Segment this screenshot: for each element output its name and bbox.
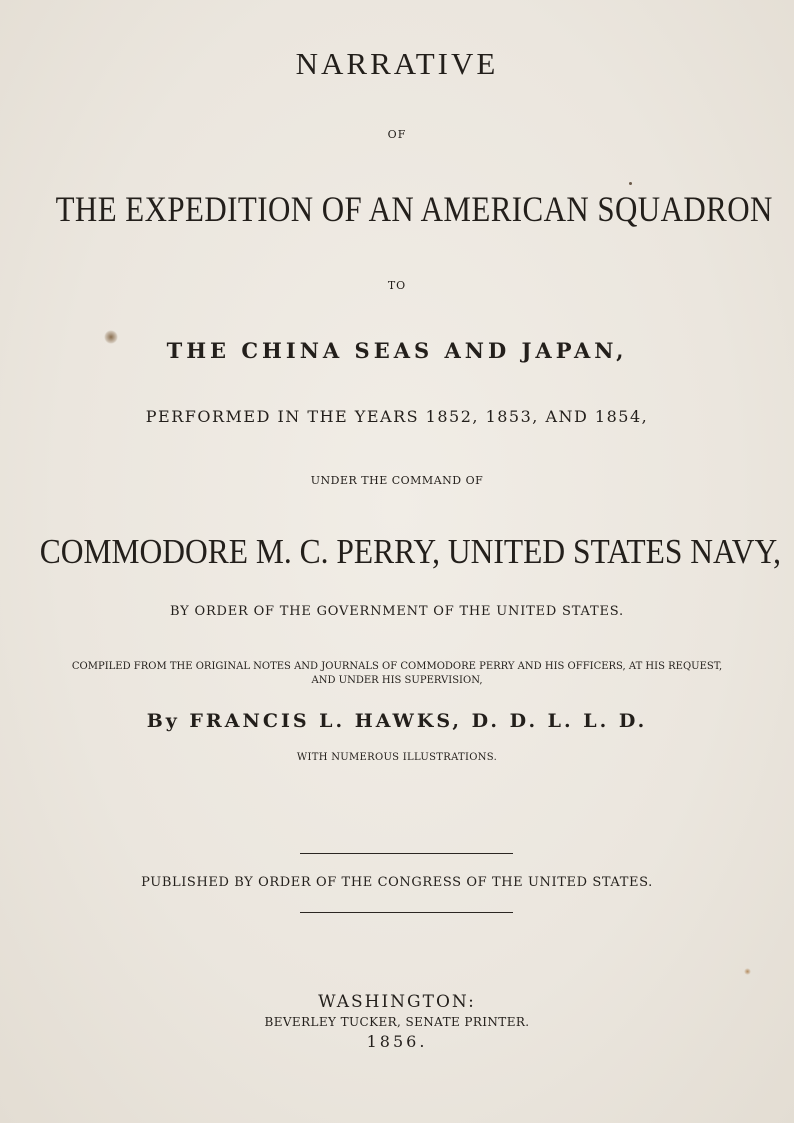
- title-expedition: THE EXPEDITION OF AN AMERICAN SQUADRON: [55, 189, 773, 229]
- illustrations-note: WITH NUMEROUS ILLUSTRATIONS.: [296, 752, 498, 763]
- connector-of: OF: [387, 128, 407, 141]
- author-line: By FRANCIS L. HAWKS, D. D. L. L. D.: [146, 710, 648, 732]
- commander-line: COMMODORE M. C. PERRY, UNITED STATES NAVY,: [39, 532, 782, 571]
- imprint-year: 1856.: [366, 1032, 428, 1051]
- compiled-note: COMPILED FROM THE ORIGINAL NOTES AND JOURNALS OF COMMODORE PERRY AND HIS OFFICERS, AT HIS REQUEST, AND UNDER HIS SUPERVISION,: [71, 661, 723, 686]
- under-command-line: UNDER THE COMMAND OF: [310, 474, 484, 487]
- published-line: PUBLISHED BY ORDER OF THE CONGRESS OF THE UNITED STATES.: [141, 875, 653, 890]
- connector-to: TO: [387, 279, 407, 292]
- divider-rule: [300, 853, 513, 854]
- imprint-printer: BEVERLEY TUCKER, SENATE PRINTER.: [264, 1015, 530, 1029]
- divider-rule: [300, 912, 513, 913]
- title-narrative: NARRATIVE: [295, 46, 499, 81]
- title-destination: THE CHINA SEAS AND JAPAN,: [166, 338, 628, 363]
- by-order-line: BY ORDER OF THE GOVERNMENT OF THE UNITED STATES.: [170, 604, 624, 619]
- imprint-place: WASHINGTON:: [318, 992, 476, 1012]
- foxing-spot: [744, 968, 751, 975]
- years-line: PERFORMED IN THE YEARS 1852, 1853, AND 1854,: [145, 407, 649, 426]
- foxing-spot: [629, 182, 632, 185]
